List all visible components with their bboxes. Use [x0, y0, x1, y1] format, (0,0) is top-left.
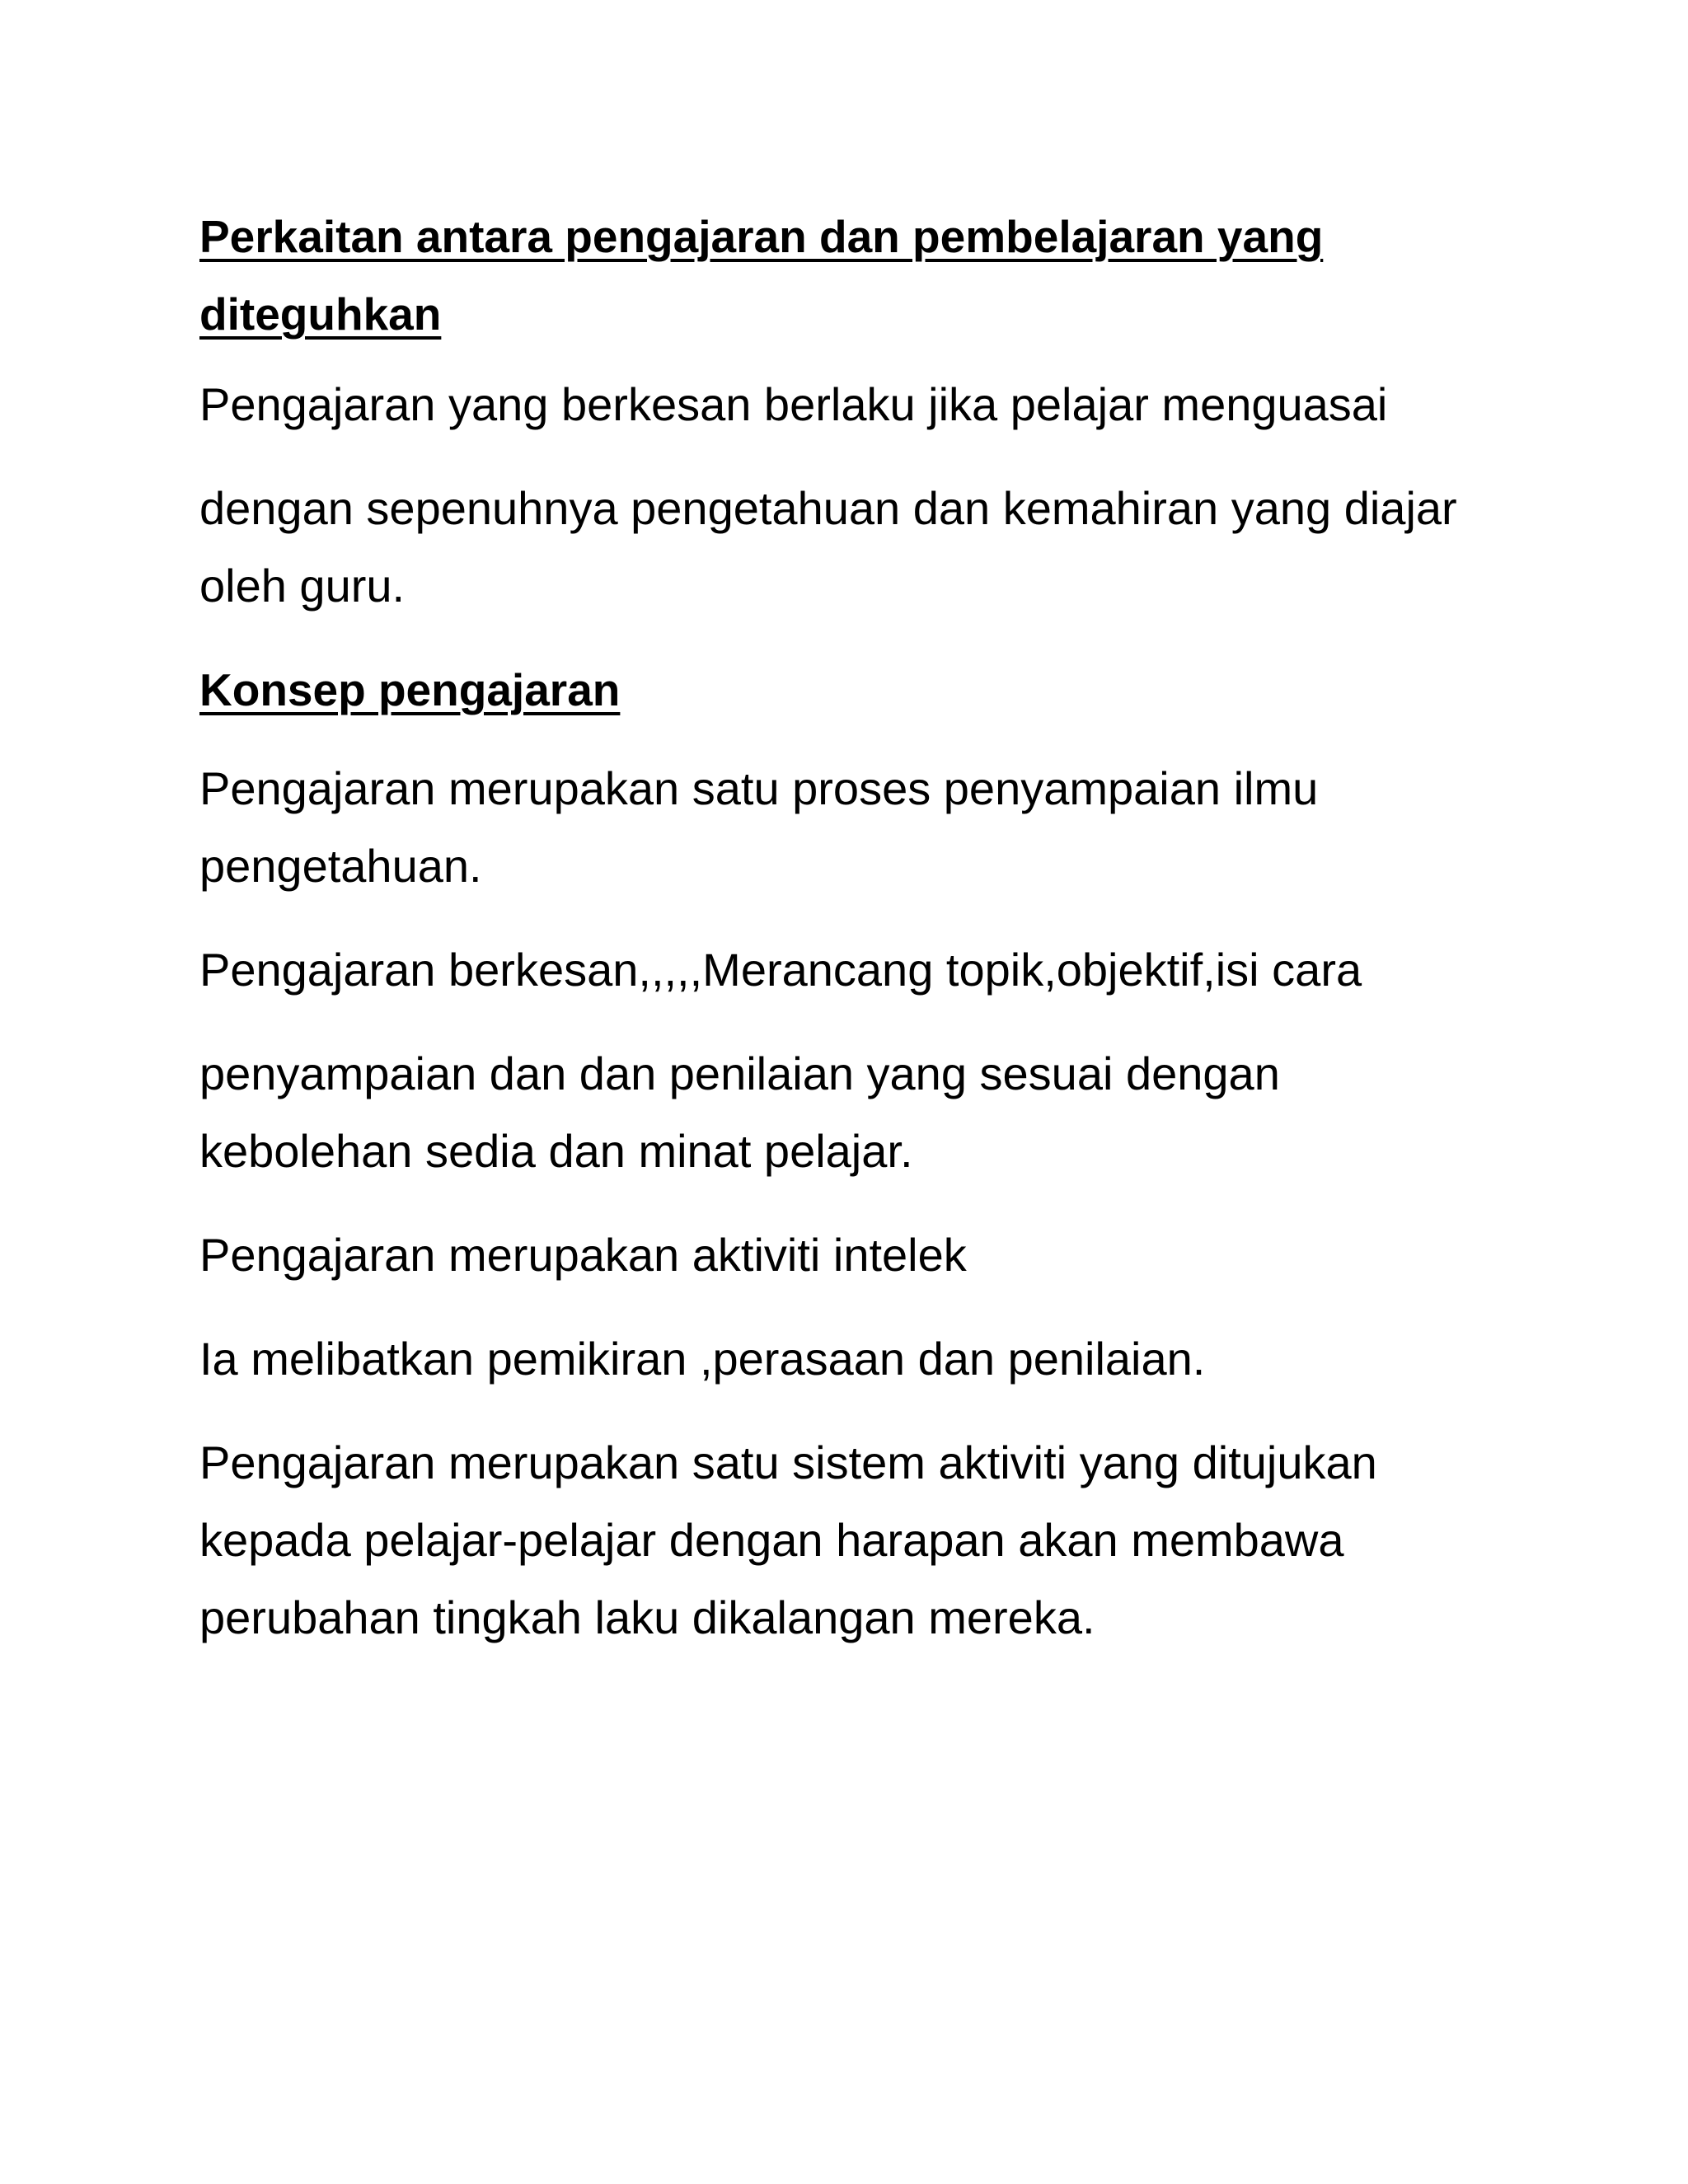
- section-heading-perkaitan: Perkaitan antara pengajaran dan pembelajaran yang diteguhkan: [199, 211, 1324, 340]
- paragraph-sistem-aktiviti: Pengajaran merupakan satu sistem aktiviti yang ditujukan kepada pelajar-pelajar dengan harapan akan membawa perubahan tingkah laku dikalangan mereka.: [199, 1436, 1377, 1643]
- paragraph-sepenuhnya: dengan sepenuhnya pengetahuan dan kemahiran yang diajar oleh guru.: [199, 482, 1457, 612]
- paragraph-penilaian-sesuai: penyampaian dan dan penilaian yang sesuai dengan kebolehan sedia dan minat pelajar.: [199, 1047, 1280, 1177]
- paragraph-aktiviti-intelek: Pengajaran merupakan aktiviti intelek: [199, 1229, 967, 1281]
- paragraph-proses-penyampaian: Pengajaran merupakan satu proses penyampaian ilmu pengetahuan.: [199, 762, 1319, 892]
- paragraph-pengajaran-berkesan: Pengajaran yang berkesan berlaku jika pelajar menguasai: [199, 378, 1388, 430]
- paragraph-pemikiran: Ia melibatkan pemikiran ,perasaan dan penilaian.: [199, 1333, 1206, 1385]
- section-heading-konsep: Konsep pengajaran: [199, 664, 621, 715]
- paragraph-merancang-topik: Pengajaran berkesan,,,,,Merancang topik,objektif,isi cara: [199, 944, 1362, 996]
